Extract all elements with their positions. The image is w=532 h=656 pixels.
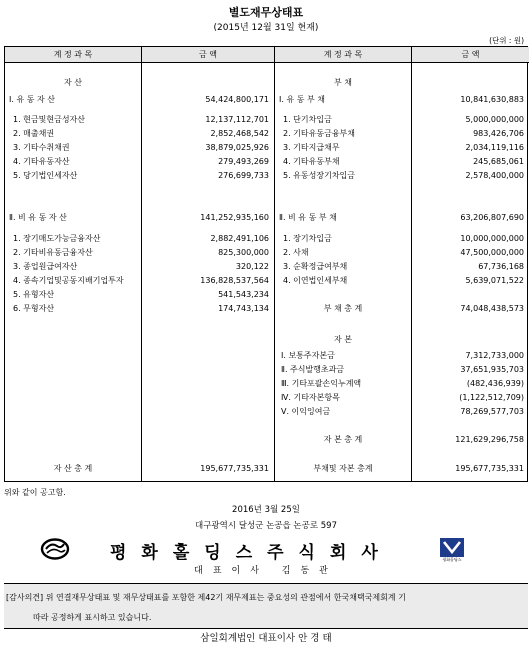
equity-item-label: Ⅲ. 기타포괄손익누계액 <box>281 379 362 388</box>
liability-item-label: 4. 이연법인세부채 <box>283 276 348 285</box>
page-title: 별도재무상태표 <box>228 6 304 19</box>
header-account-left: 계 정 과 목 <box>5 47 141 63</box>
asset-item-value: 2,852,468,542 <box>210 129 269 138</box>
unit-label: (단위 : 원) <box>489 36 524 45</box>
report-date: (2015년 12월 31일 현재) <box>213 23 319 33</box>
liability-item-label: 2. 기타유동금융부채 <box>283 129 355 138</box>
liability-item-label: 5. 유동성장기차입금 <box>283 171 355 180</box>
company-logo-right <box>439 537 465 565</box>
equity-item-value: (1,122,512,709) <box>459 393 524 402</box>
logo-caption: 평화홀딩스 <box>442 557 462 562</box>
asset-item-value: 174,743,134 <box>218 304 269 313</box>
audit-opinion-line-2: 따라 공정하게 표시하고 있습니다. <box>33 613 152 622</box>
liability-item-label: 1. 단기차입금 <box>283 115 332 124</box>
liability-item-value: 2,578,400,000 <box>465 171 524 180</box>
asset-item-value: 825,300,000 <box>218 248 269 257</box>
asset-item-value: 320,122 <box>235 262 269 271</box>
liability-item-value: 5,000,000,000 <box>465 115 524 124</box>
equity-item-value: 7,312,733,000 <box>465 351 524 360</box>
announcement-note: 위와 같이 공고함. <box>4 488 66 497</box>
equity-item-label: Ⅱ. 주식발행초과금 <box>281 365 345 374</box>
total-assets-label: 자 산 총 계 <box>53 464 93 473</box>
asset-item-label: 2. 기타비유동금융자산 <box>13 248 93 257</box>
asset-item-label: 4. 기타유동자산 <box>13 157 70 166</box>
asset-item-value: 136,828,537,564 <box>200 276 269 285</box>
asset-item-value: 38,879,025,926 <box>205 143 269 152</box>
current-assets-title: Ⅰ. 유 동 자 산 <box>9 95 55 104</box>
asset-item-value: 541,543,234 <box>218 290 269 299</box>
equity-item-label: Ⅰ. 보통주자본금 <box>281 351 335 360</box>
liability-item-value: 2,034,119,116 <box>465 143 524 152</box>
company-address: 대구광역시 달성군 논공읍 논공로 597 <box>195 521 337 531</box>
column-divider <box>274 47 275 481</box>
assets-heading: 자 산 <box>64 78 82 87</box>
liability-item-label: 3. 순확정급여부채 <box>283 262 348 271</box>
asset-item-label: 6. 무형자산 <box>13 304 55 313</box>
noncurrent-liabilities-title: Ⅱ. 비 유 동 부 채 <box>279 213 337 222</box>
header-account-right: 계 정 과 목 <box>275 47 411 63</box>
liability-item-label: 3. 기타지급채무 <box>283 143 340 152</box>
asset-item-label: 2. 매출채권 <box>13 129 55 138</box>
total-liabilities-equity-value: 195,677,735,331 <box>455 464 524 473</box>
company-logo-left <box>40 538 70 560</box>
auditor-signature: 삼일회계법인 대표이사 안 경 태 <box>200 633 332 644</box>
equity-item-value: 78,269,577,703 <box>460 407 524 416</box>
equity-item-label: Ⅳ. 기타자본항목 <box>281 393 340 402</box>
asset-item-value: 12,137,112,701 <box>205 115 269 124</box>
company-name: 평화홀딩스주식회사 <box>110 543 393 563</box>
liability-item-value: 47,500,000,000 <box>460 248 524 257</box>
asset-item-label: 1. 장기매도가능금융자산 <box>13 234 101 243</box>
asset-item-label: 4. 종속기업및공동지배기업투자 <box>13 276 124 285</box>
asset-item-label: 1. 현금및현금성자산 <box>13 115 85 124</box>
asset-item-label: 3. 기타수취채권 <box>13 143 70 152</box>
total-assets-value: 195,677,735,331 <box>200 464 269 473</box>
total-liabilities-value: 74,048,438,573 <box>460 304 524 313</box>
header-amount-left: 금 액 <box>142 47 274 63</box>
current-liabilities-total: 10,841,630,883 <box>460 95 524 104</box>
total-equity-label: 자 본 총 계 <box>323 435 363 444</box>
total-liabilities-label: 부 채 총 계 <box>323 304 363 313</box>
announcement-date: 2016년 3월 25일 <box>232 505 300 515</box>
liability-item-label: 2. 사채 <box>283 248 309 257</box>
noncurrent-assets-total: 141,252,935,160 <box>200 213 269 222</box>
header-amount-right: 금 액 <box>412 47 529 63</box>
asset-item-value: 2,882,491,106 <box>210 234 269 243</box>
asset-item-label: 3. 종업원급여자산 <box>13 262 78 271</box>
current-liabilities-title: Ⅰ. 유 동 부 채 <box>279 95 325 104</box>
liability-item-label: 1. 장기차입금 <box>283 234 332 243</box>
ceo-name: 대표이사 김동관 <box>194 566 338 576</box>
equity-item-label: Ⅴ. 이익잉여금 <box>281 407 331 416</box>
liability-item-value: 67,736,168 <box>478 262 524 271</box>
liability-item-value: 10,000,000,000 <box>460 234 524 243</box>
noncurrent-liabilities-total: 63,206,807,690 <box>460 213 524 222</box>
total-liabilities-equity-label: 부채및 자본 총계 <box>313 464 373 473</box>
noncurrent-assets-title: Ⅱ. 비 유 동 자 산 <box>9 213 67 222</box>
audit-opinion-line-1: [감사의견] 위 연결재무상태표 및 재무상태표를 포함한 제42기 재무제표는 중요성의 관점에서 한국채택국제회계 기 <box>6 593 406 602</box>
liability-item-value: 983,426,706 <box>473 129 524 138</box>
asset-item-value: 279,493,269 <box>218 157 269 166</box>
audit-opinion-box <box>4 583 528 629</box>
liability-item-label: 4. 기타유동부채 <box>283 157 340 166</box>
equity-item-value: 37,651,935,703 <box>460 365 524 374</box>
current-assets-total: 54,424,800,171 <box>205 95 269 104</box>
equity-item-value: (482,436,939) <box>466 379 524 388</box>
liability-item-value: 5,639,071,522 <box>465 276 524 285</box>
asset-item-label: 5. 당기법인세자산 <box>13 171 78 180</box>
total-equity-value: 121,629,296,758 <box>455 435 524 444</box>
asset-item-value: 276,699,733 <box>218 171 269 180</box>
asset-item-label: 5. 유형자산 <box>13 290 55 299</box>
balance-sheet-table <box>4 46 528 482</box>
liability-item-value: 245,685,061 <box>473 157 524 166</box>
equity-heading: 자 본 <box>334 335 352 344</box>
liabilities-heading: 부 채 <box>334 78 352 87</box>
